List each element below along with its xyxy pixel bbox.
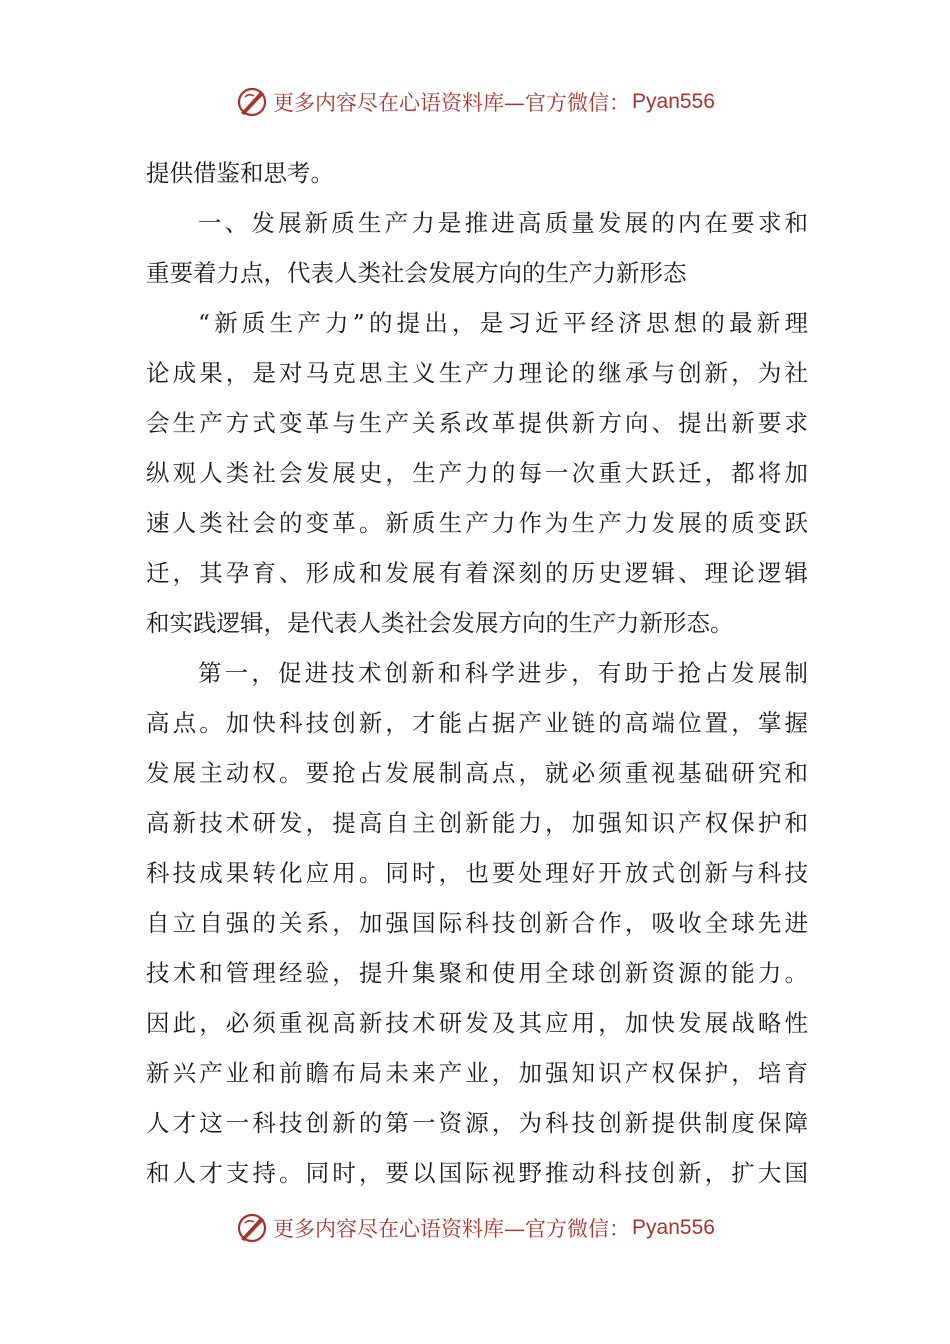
text-line: 纵观人类社会发展史，生产力的每一次重大跃迁，都将加 xyxy=(146,459,808,487)
pen-seal-icon xyxy=(235,1211,269,1245)
text-line: 新兴产业和前瞻布局未来产业，加强知识产权保护，培育 xyxy=(146,1059,808,1087)
text-line: 和人才支持。同时，要以国际视野推动科技创新，扩大国 xyxy=(146,1159,808,1187)
section-heading-line: 一、发展新质生产力是推进高质量发展的内在要求和 xyxy=(198,209,808,237)
text-line: 速人类社会的变革。新质生产力作为生产力发展的质变跃 xyxy=(146,509,808,537)
text-line: 论成果，是对马克思主义生产力理论的继承与创新，为社 xyxy=(146,359,808,387)
watermark-wechat-id: Pyan556 xyxy=(632,90,715,113)
text-line: 会生产方式变革与生产关系改革提供新方向、提出新要求 xyxy=(146,409,808,437)
pen-seal-icon xyxy=(235,85,269,119)
watermark-header xyxy=(0,82,950,122)
section-heading-line: 重要着力点，代表人类社会发展方向的生产力新形态 xyxy=(146,259,687,287)
document-body xyxy=(146,148,808,1198)
text-line: 人才这一科技创新的第一资源，为科技创新提供制度保障 xyxy=(146,1109,808,1137)
text-line: 发展主动权。要抢占发展制高点，就必须重视基础研究和 xyxy=(146,759,808,787)
text-line: 技术和管理经验，提升集聚和使用全球创新资源的能力。 xyxy=(146,959,808,987)
watermark-wechat-id: Pyan556 xyxy=(632,1216,715,1239)
text-line: 科技成果转化应用。同时，也要处理好开放式创新与科技 xyxy=(146,859,808,887)
watermark-footer xyxy=(0,1208,950,1248)
text-line: 自立自强的关系，加强国际科技创新合作，吸收全球先进 xyxy=(146,909,808,937)
text-line: 迁，其孕育、形成和发展有着深刻的历史逻辑、理论逻辑 xyxy=(146,559,808,587)
text-line: 提供借鉴和思考。 xyxy=(146,159,334,187)
text-line: “新质生产力”的提出，是习近平经济思想的最新理 xyxy=(198,309,808,337)
watermark-text: 更多内容尽在心语资料库—官方微信： xyxy=(273,1217,631,1241)
text-line: 因此，必须重视高新技术研发及其应用，加快发展战略性 xyxy=(146,1009,808,1037)
watermark-text: 更多内容尽在心语资料库—官方微信： xyxy=(273,91,631,115)
text-line: 第一，促进技术创新和科学进步，有助于抢占发展制 xyxy=(198,659,808,687)
text-line: 高新技术研发，提高自主创新能力，加强知识产权保护和 xyxy=(146,809,808,837)
text-line: 高点。加快科技创新，才能占据产业链的高端位置，掌握 xyxy=(146,709,808,737)
text-line: 和实践逻辑，是代表人类社会发展方向的生产力新形态。 xyxy=(146,609,734,637)
